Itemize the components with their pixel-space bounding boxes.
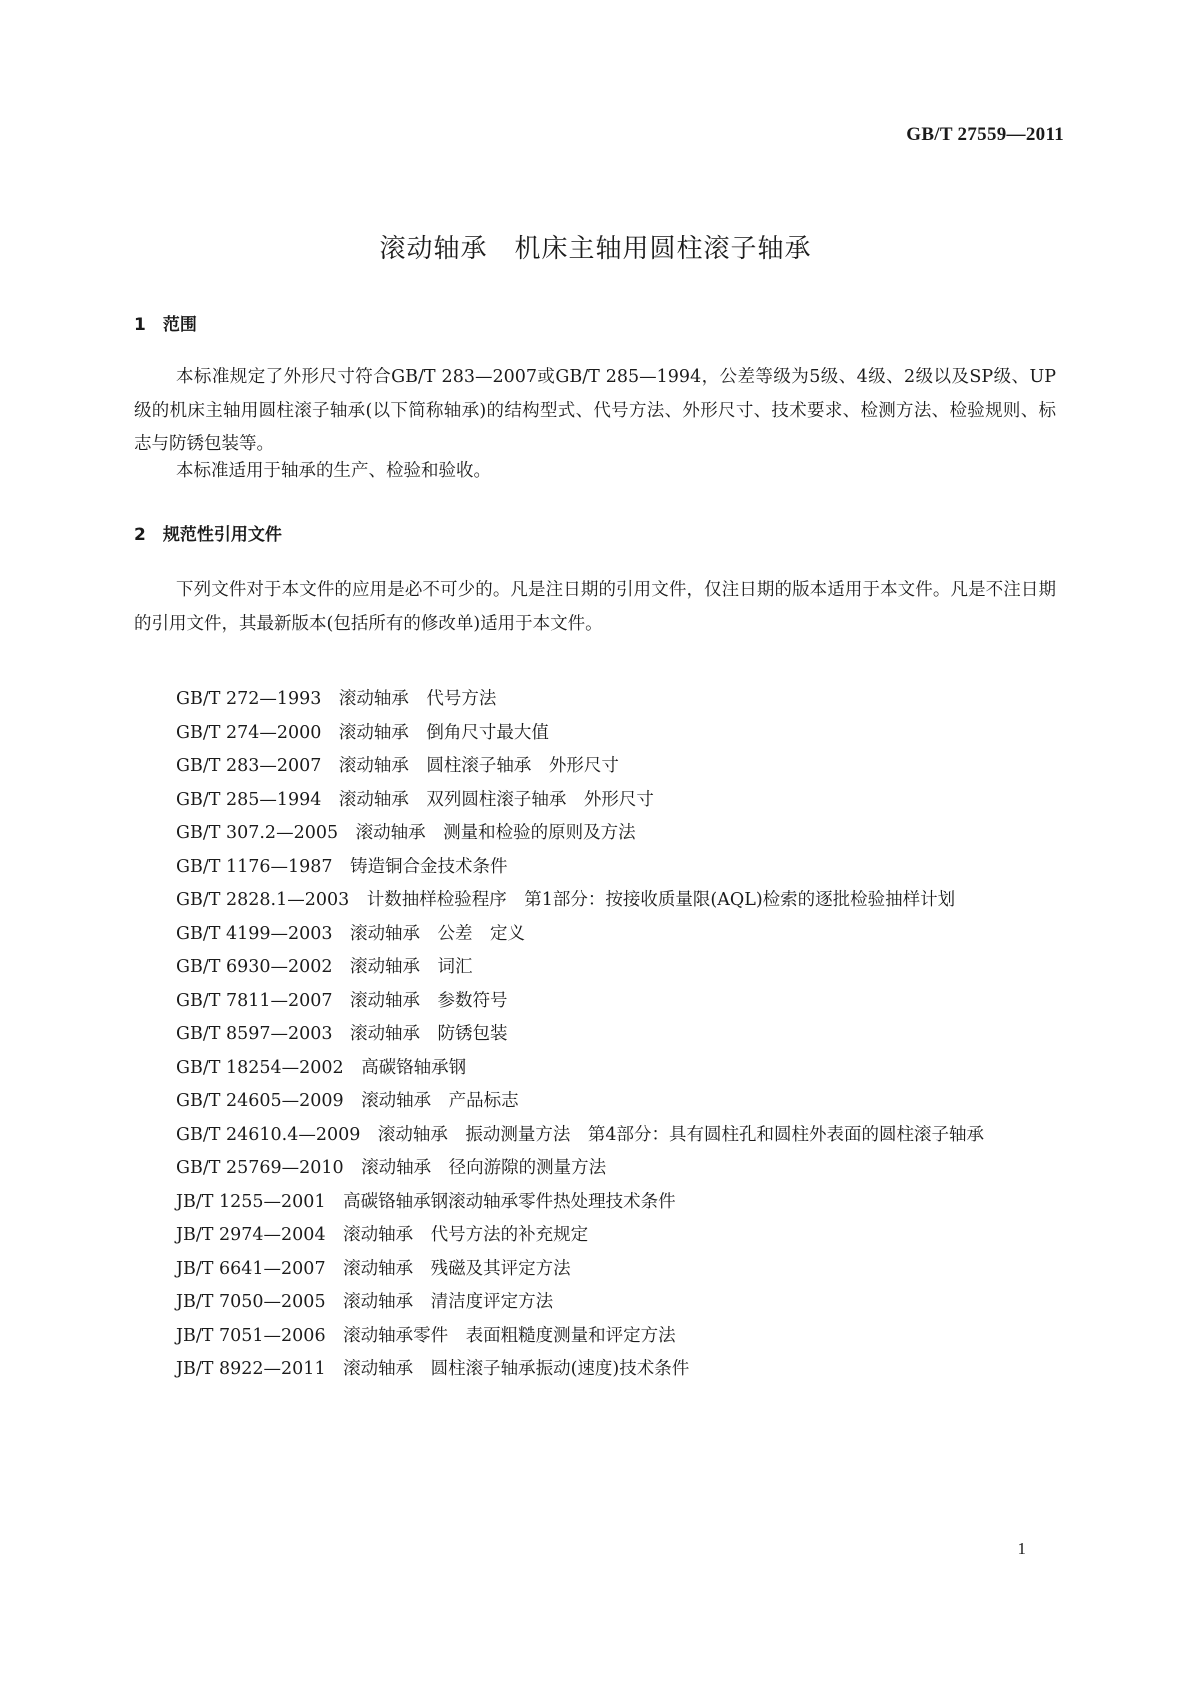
standard-code: GB/T 27559—2011 [906, 124, 1064, 145]
reference-item [134, 1186, 1056, 1220]
reference-code: JB/T 7050—2005 [176, 1292, 326, 1312]
reference-code: GB/T 307.2—2005 [176, 823, 339, 843]
reference-title: 高碳铬轴承钢 [361, 1057, 467, 1078]
reference-item [134, 1119, 1056, 1153]
reference-title: 滚动轴承 代号方法的补充规定 [343, 1225, 589, 1245]
reference-item [134, 784, 1056, 818]
reference-title: 滚动轴承 振动测量方法 第4部分：具有圆柱孔和圆柱外表面的圆柱滚子轴承 [377, 1124, 985, 1145]
reference-title: 铸造铜合金技术条件 [350, 856, 508, 877]
reference-code: GB/T 6930—2002 [176, 957, 333, 977]
reference-title: 滚动轴承 双列圆柱滚子轴承 外形尺寸 [338, 789, 654, 810]
reference-title: 滚动轴承 产品标志 [361, 1091, 519, 1111]
reference-title: 滚动轴承 参数符号 [350, 990, 508, 1011]
references-intro-paragraph: 下列文件对于本文件的应用是必不可少的。凡是注日期的引用文件，仅注日期的版本适用于本文件。凡是不注日期的引用文件，其最新版本(包括所有的修改单)适用于本文件。 [134, 580, 1056, 634]
reference-code: GB/T 2828.1—2003 [176, 890, 350, 910]
reference-item [134, 683, 1056, 717]
reference-code: JB/T 7051—2006 [176, 1325, 326, 1346]
reference-code: GB/T 7811—2007 [176, 990, 333, 1011]
reference-code: GB/T 1176—1987 [176, 856, 333, 877]
reference-code: GB/T 24610.4—2009 [176, 1124, 361, 1145]
reference-item [134, 1353, 1056, 1387]
reference-item [134, 918, 1056, 952]
reference-title: 滚动轴承 径向游隙的测量方法 [361, 1158, 607, 1178]
reference-code: JB/T 2974—2004 [176, 1225, 326, 1245]
reference-item [134, 951, 1056, 985]
reference-title: 滚动轴承 残磁及其评定方法 [343, 1258, 571, 1279]
reference-list [134, 683, 1056, 1387]
reference-item [134, 1052, 1056, 1086]
scope-paragraph-1: 本标准规定了外形尺寸符合GB/T 283—2007或GB/T 285—1994，公差等级为5级、4级、2级以及SP级、UP级的机床主轴用圆柱滚子轴承(以下简称轴承)的结构型式、代号方法、外形尺寸、技术要求、检测方法、检验规则、标志与防锈包装等。 [134, 367, 1056, 454]
reference-title: 滚动轴承 测量和检验的原则及方法 [355, 823, 636, 843]
section-heading-normative-references: 2 规范性引用文件 [134, 525, 282, 545]
reference-code: GB/T 4199—2003 [176, 923, 333, 944]
reference-title: 滚动轴承 防锈包装 [350, 1024, 508, 1044]
reference-code: GB/T 272—1993 [176, 689, 322, 709]
reference-code: JB/T 8922—2011 [176, 1359, 326, 1379]
reference-item [134, 1253, 1056, 1287]
reference-item [134, 1085, 1056, 1119]
reference-code: GB/T 25769—2010 [176, 1158, 344, 1178]
reference-item [134, 817, 1056, 851]
reference-item [134, 985, 1056, 1019]
reference-title: 计数抽样检验程序 第1部分：按接收质量限(AQL)检索的逐批检验抽样计划 [366, 890, 956, 910]
reference-code: GB/T 8597—2003 [176, 1024, 333, 1044]
section-heading-scope: 1 范围 [134, 315, 197, 335]
reference-title: 滚动轴承 圆柱滚子轴承 外形尺寸 [338, 756, 619, 776]
reference-item [134, 1219, 1056, 1253]
document-title: 滚动轴承 机床主轴用圆柱滚子轴承 [379, 234, 812, 264]
reference-item [134, 717, 1056, 751]
reference-code: JB/T 1255—2001 [176, 1191, 326, 1212]
reference-title: 滚动轴承 圆柱滚子轴承振动(速度)技术条件 [343, 1359, 690, 1379]
reference-code: GB/T 24605—2009 [176, 1091, 344, 1111]
reference-code: GB/T 283—2007 [176, 756, 322, 776]
reference-item [134, 1286, 1056, 1320]
reference-code: GB/T 285—1994 [176, 789, 322, 810]
reference-item [134, 1018, 1056, 1052]
reference-title: 滚动轴承 倒角尺寸最大值 [338, 722, 549, 743]
reference-item [134, 1152, 1056, 1186]
reference-title: 滚动轴承 词汇 [350, 957, 473, 977]
reference-code: GB/T 274—2000 [176, 722, 322, 743]
reference-item [134, 750, 1056, 784]
reference-title: 滚动轴承 公差 定义 [350, 923, 526, 944]
reference-code: JB/T 6641—2007 [176, 1258, 326, 1279]
scope-paragraph-2: 本标准适用于轴承的生产、检验和验收。 [176, 461, 491, 481]
reference-code: GB/T 18254—2002 [176, 1057, 344, 1078]
reference-title: 滚动轴承 代号方法 [338, 689, 497, 709]
reference-item [134, 1320, 1056, 1354]
reference-title: 高碳铬轴承钢滚动轴承零件热处理技术条件 [343, 1191, 676, 1212]
page-number: 1 [1017, 1539, 1026, 1558]
reference-title: 滚动轴承 清洁度评定方法 [343, 1292, 554, 1312]
reference-item [134, 851, 1056, 885]
reference-item [134, 884, 1056, 918]
reference-title: 滚动轴承零件 表面粗糙度测量和评定方法 [343, 1325, 676, 1346]
